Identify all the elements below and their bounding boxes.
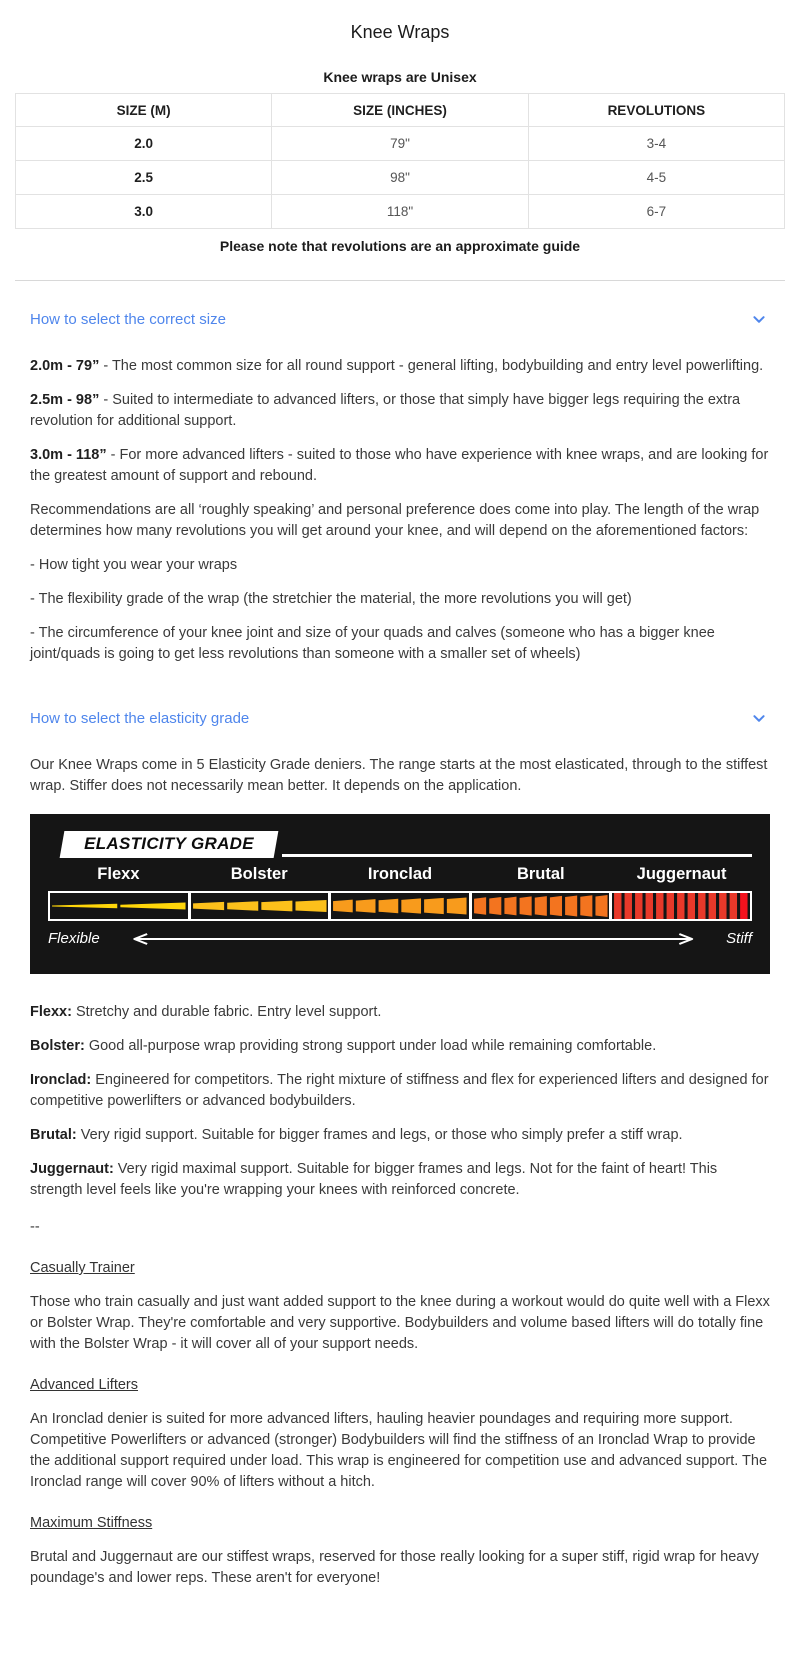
chevron-down-icon[interactable]	[748, 707, 770, 729]
grade-description-text: Very rigid maximal support. Suitable for bigger frames and legs. Not for the faint of heart! This strength level feels like you're wrapping your knees with reinforced concrete.	[30, 1161, 718, 1198]
section-divider	[15, 280, 785, 281]
factor-item: - How tight you wear your wraps	[30, 557, 238, 573]
accordion-label: How to select the correct size	[30, 310, 226, 328]
recommendation-note: Recommendations are all ‘roughly speaking’ and personal preference does come into play. The length of the wrap determines how many revolutions you will get around your knee, and will depend on the aforementioned factors:	[30, 502, 760, 539]
factor-item: - The flexibility grade of the wrap (the stretchier the material, the more revolutions you will get)	[30, 591, 632, 607]
grade-segments-juggernaut	[609, 893, 750, 919]
scale-stiff-label: Stiff	[726, 930, 752, 947]
grade-description	[30, 1002, 770, 1023]
graphic-header	[48, 829, 752, 858]
table-row	[16, 161, 785, 195]
accordion-label: How to select the elasticity grade	[30, 709, 250, 727]
grade-description	[30, 1070, 770, 1112]
grade-description-text: Very rigid support. Suitable for bigger frames and legs, or those who simply prefer a stiff wrap.	[76, 1127, 683, 1143]
graphic-header-line	[282, 854, 752, 857]
size-option-lead: 2.5m - 98”	[30, 392, 100, 408]
grade-label: Bolster	[230, 865, 288, 883]
advice-text: Brutal and Juggernaut are our stiffest wraps, reserved for those really looking for a super stiff, rigid wrap for heavy poundage's and lower reps. These aren't for everyone!	[30, 1549, 759, 1586]
graphic-title-box	[60, 831, 279, 858]
size-option-lead: 3.0m - 118”	[30, 447, 107, 463]
table-cell: 3-4	[528, 127, 784, 161]
table-cell: 79"	[272, 127, 528, 161]
grade-segments-bolster	[188, 893, 329, 919]
flexible-stiff-arrow-icon	[124, 932, 702, 946]
size-option-text: - The most common size for all round support - general lifting, bodybuilding and entry level powerlifting.	[99, 358, 764, 374]
elasticity-intro: Our Knee Wraps come in 5 Elasticity Grade deniers. The range starts at the most elasticated, through to the stiffest wrap. Stiffer does not necessarily mean better. It depends on the application.	[30, 757, 768, 794]
table-header-row	[16, 94, 785, 127]
separator-dashes: --	[30, 1219, 40, 1235]
size-section	[30, 308, 770, 665]
table-header-cell: SIZE (M)	[16, 94, 272, 127]
table-cell: 3.0	[16, 195, 272, 229]
advice-heading-casually-trainer: Casually Trainer	[30, 1260, 135, 1276]
grade-segments-brutal	[469, 893, 610, 919]
grade-name-lead: Juggernaut:	[30, 1161, 114, 1177]
table-row	[16, 195, 785, 229]
grade-label: Brutal	[516, 865, 565, 883]
accordion-header-correct-size[interactable]	[30, 308, 770, 330]
grade-description-text: Engineered for competitors. The right mixture of stiffness and flex for experienced lifters and designed for competitive powerlifters or advanced bodybuilders.	[30, 1072, 769, 1109]
grade-label: Juggernaut	[636, 865, 727, 883]
grade-description-text: Stretchy and durable fabric. Entry level support.	[71, 1004, 382, 1020]
grade-name-lead: Brutal:	[30, 1127, 77, 1143]
chevron-down-icon[interactable]	[748, 308, 770, 330]
table-cell: 6-7	[528, 195, 784, 229]
advice-heading-maximum-stiffness: Maximum Stiffness	[30, 1515, 153, 1531]
elasticity-bar	[48, 891, 752, 921]
table-row	[16, 127, 785, 161]
elasticity-grade-graphic	[30, 814, 770, 974]
accordion-header-elasticity-grade[interactable]	[30, 707, 770, 729]
advice-text: Those who train casually and just want added support to the knee during a workout would do quite well with a Flexx or Bolster Wrap. They're comfortable and very supportive. Bodybuilders and volume based lifters will do totally fine with the Bolster Wrap - it will cover all of your support needs.	[30, 1294, 770, 1352]
grade-name-lead: Flexx:	[30, 1004, 72, 1020]
table-header-cell: SIZE (INCHES)	[272, 94, 528, 127]
grade-label: Ironclad	[367, 865, 433, 883]
size-table	[15, 93, 785, 229]
scale-row	[48, 930, 752, 947]
grade-description	[30, 1036, 770, 1057]
table-cell: 4-5	[528, 161, 784, 195]
scale-flexible-label: Flexible	[48, 930, 100, 947]
page-title: Knee Wraps	[350, 22, 450, 42]
grade-segments-flexx	[50, 893, 188, 919]
advice-heading-advanced-lifters: Advanced Lifters	[30, 1377, 139, 1393]
grade-name-lead: Bolster:	[30, 1038, 85, 1054]
advice-text: An Ironclad denier is suited for more advanced lifters, hauling heavier poundages and requiring more support. Competitive Powerlifters or advanced (stronger) Bodybuilders will find the stiffness of an Ironclad Wrap to provide the additional support required under load. This wrap is engineered for competition use and advanced support. The Ironclad range will cover 90% of lifters without a hitch.	[30, 1411, 768, 1490]
factor-item: - The circumference of your knee joint and size of your quads and calves (someone who has a bigger knee joint/quads is going to get less revolutions than someone with a smaller set of wheels)	[30, 625, 715, 662]
table-header-cell: REVOLUTIONS	[528, 94, 784, 127]
elasticity-section	[30, 707, 770, 1589]
table-cell: 98"	[272, 161, 528, 195]
grade-description	[30, 1125, 770, 1146]
unisex-note: Knee wraps are Unisex	[323, 69, 477, 85]
revolutions-note: Please note that revolutions are an approximate guide	[219, 238, 581, 254]
size-option	[30, 390, 770, 432]
grade-segments-ironclad	[328, 893, 469, 919]
size-option-text: - Suited to intermediate to advanced lifters, or those that simply have bigger legs requiring the extra revolution for additional support.	[30, 392, 741, 429]
table-cell: 118"	[272, 195, 528, 229]
size-option-text: - For more advanced lifters - suited to those who have experience with knee wraps, and are looking for the greatest amount of support and rebound.	[30, 447, 769, 484]
size-option-lead: 2.0m - 79”	[30, 358, 100, 374]
size-option	[30, 445, 770, 487]
grade-description-text: Good all-purpose wrap providing strong support under load while remaining comfortable.	[84, 1038, 657, 1054]
graphic-title: ELASTICITY GRADE	[84, 834, 254, 853]
grade-name-lead: Ironclad:	[30, 1072, 92, 1088]
table-cell: 2.0	[16, 127, 272, 161]
table-cell: 2.5	[16, 161, 272, 195]
grade-labels-row	[48, 865, 752, 884]
grade-label: Flexx	[97, 865, 140, 883]
grade-description	[30, 1159, 770, 1201]
size-option	[30, 356, 770, 377]
